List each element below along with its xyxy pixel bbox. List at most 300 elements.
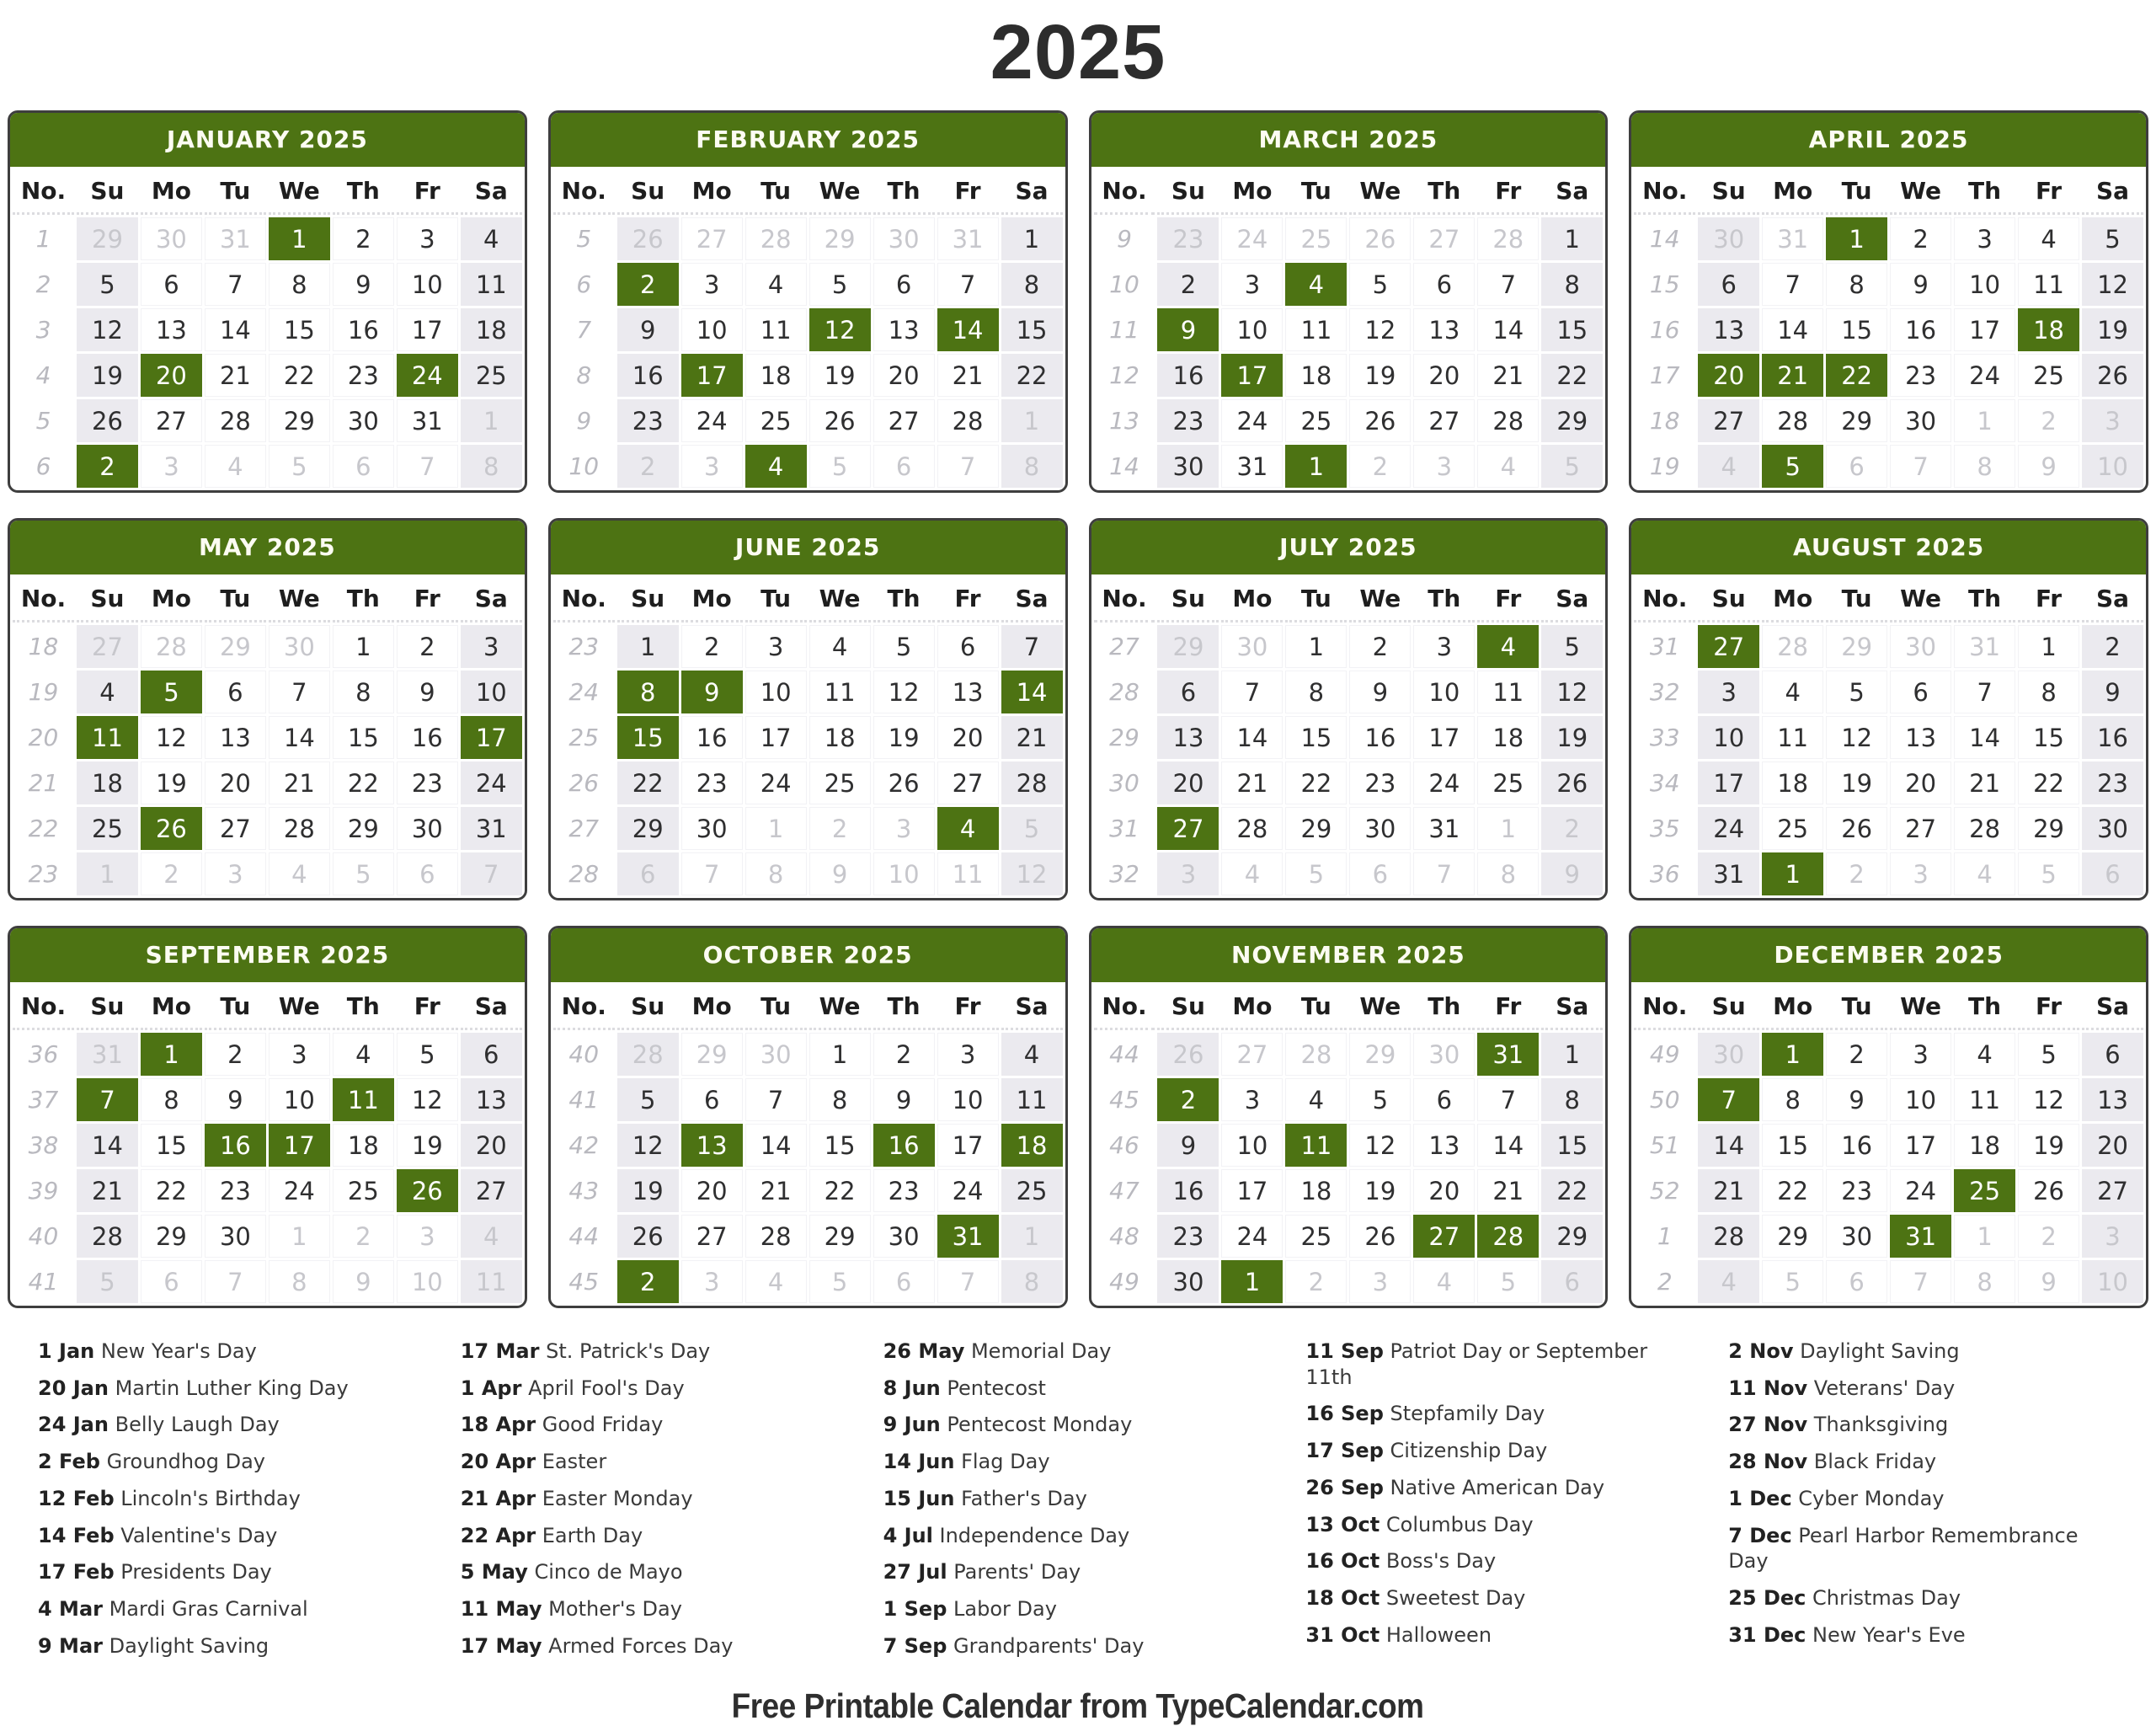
legend-item-date: 26 May	[883, 1339, 965, 1363]
legend-item: 16 Oct Boss's Day	[1305, 1549, 1497, 1574]
weekday-header: Th	[333, 170, 394, 215]
day-cell: 12	[141, 716, 202, 759]
weekday-header: Th	[1413, 578, 1475, 623]
week-row	[1634, 716, 2143, 759]
day-cell: 10	[873, 852, 935, 895]
legend-item-date: 11 May	[460, 1597, 542, 1622]
day-cell: 27	[1413, 399, 1475, 442]
day-cell: 17	[1890, 1124, 1951, 1167]
month-card	[8, 518, 527, 900]
day-cell: 25	[77, 807, 138, 850]
weekday-header: Su	[1698, 170, 1759, 215]
day-cell: 6	[617, 852, 679, 895]
day-cell: 22	[1541, 1169, 1603, 1212]
weekday-header: Tu	[205, 170, 266, 215]
weekday-header: We	[809, 986, 871, 1030]
weekday-header: We	[1349, 578, 1411, 623]
day-cell: 1	[809, 1033, 871, 1076]
holiday-legend	[38, 1339, 2122, 1670]
calendar-grid	[8, 110, 2148, 1308]
day-cell: 3	[2082, 399, 2143, 442]
day-cell: 6	[873, 1260, 935, 1303]
day-cell: 4	[1477, 625, 1539, 668]
weekday-header: No.	[13, 578, 74, 623]
day-cell: 2	[77, 445, 138, 488]
week-row	[553, 761, 1063, 804]
day-cell: 18	[461, 308, 522, 351]
weekday-header: No.	[1634, 170, 1695, 215]
week-row	[13, 263, 522, 306]
day-cell: 7	[937, 1260, 999, 1303]
weekday-header-row	[553, 986, 1063, 1030]
month-table-head	[1634, 578, 2143, 623]
weekday-header: Tu	[1285, 170, 1347, 215]
day-cell: 12	[1541, 671, 1603, 713]
day-cell: 30	[1221, 625, 1283, 668]
week-row	[1094, 399, 1604, 442]
weekday-header: Sa	[461, 578, 522, 623]
legend-item-date: 1 Sep	[883, 1597, 947, 1622]
day-cell: 26	[1349, 1215, 1411, 1258]
day-cell: 13	[1413, 1124, 1475, 1167]
day-cell: 20	[1890, 761, 1951, 804]
day-cell: 21	[205, 354, 266, 397]
day-cell: 21	[1221, 761, 1283, 804]
weekday-header: Mo	[141, 578, 202, 623]
month-table-body	[1094, 217, 1604, 488]
day-cell: 1	[1762, 852, 1823, 895]
weekday-header: Th	[1413, 170, 1475, 215]
week-row	[553, 354, 1063, 397]
week-number: 13	[1109, 407, 1139, 435]
weekday-header: Su	[1157, 578, 1219, 623]
week-row	[1634, 807, 2143, 850]
day-cell: 25	[2018, 354, 2079, 397]
day-cell: 1	[461, 399, 522, 442]
day-cell: 29	[1157, 625, 1219, 668]
legend-item: 1 Dec Cyber Monday	[1728, 1486, 1945, 1510]
weekday-header: Su	[77, 578, 138, 623]
week-row	[1094, 625, 1604, 668]
day-cell: 30	[1826, 1215, 1887, 1258]
month-title: JUNE 2025	[551, 521, 1065, 574]
legend-item-date: 13 Oct	[1305, 1512, 1380, 1536]
week-number: 35	[1649, 815, 1680, 842]
week-row	[13, 625, 522, 668]
day-cell: 11	[745, 308, 807, 351]
day-cell: 11	[809, 671, 871, 713]
week-row	[1634, 1124, 2143, 1167]
weekday-header: Mo	[141, 986, 202, 1030]
day-cell: 10	[2082, 1260, 2143, 1303]
day-cell: 4	[205, 445, 266, 488]
day-cell: 9	[397, 671, 458, 713]
day-cell: 16	[397, 716, 458, 759]
day-cell: 16	[1890, 308, 1951, 351]
week-number: 37	[28, 1086, 59, 1114]
day-cell: 8	[1954, 1260, 2015, 1303]
day-cell: 2	[1285, 1260, 1347, 1303]
day-cell: 14	[1477, 308, 1539, 351]
week-row	[1094, 1215, 1604, 1258]
day-cell: 21	[745, 1169, 807, 1212]
day-cell: 9	[1890, 263, 1951, 306]
day-cell: 15	[141, 1124, 202, 1167]
day-cell: 5	[1477, 1260, 1539, 1303]
month-table-body	[1634, 1033, 2143, 1303]
day-cell: 17	[269, 1124, 330, 1167]
day-cell: 2	[617, 1260, 679, 1303]
day-cell: 17	[745, 716, 807, 759]
day-cell: 28	[1762, 625, 1823, 668]
day-cell: 10	[1954, 263, 2015, 306]
day-cell: 2	[141, 852, 202, 895]
weekday-header-row	[1634, 986, 2143, 1030]
week-row	[1634, 445, 2143, 488]
week-number: 2	[35, 270, 51, 298]
legend-item: 9 Mar Daylight Saving	[38, 1633, 270, 1658]
day-cell: 1	[745, 807, 807, 850]
day-cell: 15	[2018, 716, 2079, 759]
weekday-header: Th	[333, 986, 394, 1030]
month-table-head	[553, 170, 1063, 215]
legend-item-date: 26 Sep	[1305, 1475, 1384, 1499]
week-number: 26	[568, 769, 600, 797]
day-cell: 7	[461, 852, 522, 895]
week-row	[553, 1078, 1063, 1121]
weekday-header: We	[269, 578, 330, 623]
day-cell: 31	[205, 217, 266, 260]
day-cell: 16	[2082, 716, 2143, 759]
day-cell: 12	[77, 308, 138, 351]
day-cell: 3	[1698, 671, 1759, 713]
day-cell: 25	[1001, 1169, 1063, 1212]
month-card	[8, 110, 527, 493]
week-number: 28	[1109, 678, 1139, 706]
week-number: 45	[568, 1268, 600, 1296]
legend-item: 15 Jun Father's Day	[883, 1486, 1087, 1510]
weekday-header: Th	[1954, 170, 2015, 215]
day-cell: 10	[397, 1260, 458, 1303]
weekday-header: No.	[1094, 986, 1155, 1030]
week-number: 52	[1649, 1177, 1680, 1205]
weekday-header: Mo	[1762, 170, 1823, 215]
day-cell: 5	[397, 1033, 458, 1076]
day-cell: 30	[2082, 807, 2143, 850]
week-row	[1634, 761, 2143, 804]
legend-column	[883, 1339, 1278, 1670]
legend-item: 31 Dec New Year's Eve	[1728, 1622, 1966, 1647]
day-cell: 30	[873, 1215, 935, 1258]
weekday-header: Fr	[1477, 578, 1539, 623]
weekday-header: Su	[617, 578, 679, 623]
day-cell: 5	[1001, 807, 1063, 850]
week-number: 45	[1109, 1086, 1139, 1114]
day-cell: 16	[1157, 1169, 1219, 1212]
day-cell: 7	[269, 671, 330, 713]
day-cell: 26	[141, 807, 202, 850]
day-cell: 9	[681, 671, 743, 713]
day-cell: 2	[873, 1033, 935, 1076]
month-card	[1089, 110, 1609, 493]
month-table-head	[1094, 986, 1604, 1030]
day-cell: 3	[681, 1260, 743, 1303]
week-number: 31	[1649, 633, 1680, 660]
page-title: 2025	[990, 9, 1166, 95]
weekday-header: Sa	[1541, 986, 1603, 1030]
week-row	[13, 1260, 522, 1303]
day-cell: 31	[937, 217, 999, 260]
footer	[0, 1686, 2156, 1726]
day-cell: 26	[397, 1169, 458, 1212]
day-cell: 30	[397, 807, 458, 850]
month-table	[551, 575, 1065, 898]
week-row	[553, 1033, 1063, 1076]
day-cell: 20	[141, 354, 202, 397]
month-table	[10, 983, 525, 1306]
day-cell: 18	[745, 354, 807, 397]
day-cell: 6	[1541, 1260, 1603, 1303]
week-row	[1094, 761, 1604, 804]
day-cell: 26	[617, 1215, 679, 1258]
day-cell: 10	[1698, 716, 1759, 759]
day-cell: 8	[461, 445, 522, 488]
legend-item-date: 1 Apr	[460, 1376, 522, 1400]
month-title: JULY 2025	[1091, 521, 1606, 574]
week-row	[553, 716, 1063, 759]
day-cell: 2	[2018, 1215, 2079, 1258]
legend-item-date: 27 Jul	[883, 1560, 947, 1584]
day-cell: 5	[1541, 625, 1603, 668]
day-cell: 18	[1954, 1124, 2015, 1167]
day-cell: 1	[1285, 625, 1347, 668]
day-cell: 3	[397, 1215, 458, 1258]
day-cell: 8	[1954, 445, 2015, 488]
day-cell: 9	[1157, 1124, 1219, 1167]
day-cell: 5	[333, 852, 394, 895]
day-cell: 7	[1001, 625, 1063, 668]
day-cell: 3	[1157, 852, 1219, 895]
week-number: 5	[576, 225, 592, 253]
legend-item-date: 16 Oct	[1305, 1549, 1380, 1574]
day-cell: 6	[205, 671, 266, 713]
legend-item-date: 7 Dec	[1728, 1523, 1792, 1547]
day-cell: 24	[397, 354, 458, 397]
day-cell: 8	[1001, 1260, 1063, 1303]
weekday-header: Mo	[681, 170, 743, 215]
legend-item: 28 Nov Black Friday	[1728, 1450, 1937, 1474]
day-cell: 3	[873, 807, 935, 850]
day-cell: 2	[1826, 1033, 1887, 1076]
week-number: 39	[28, 1177, 59, 1205]
weekday-header: Tu	[1285, 578, 1347, 623]
weekday-header: Tu	[205, 578, 266, 623]
weekday-header-row	[553, 578, 1063, 623]
month-card	[1629, 926, 2148, 1308]
week-row	[13, 354, 522, 397]
week-row	[13, 716, 522, 759]
day-cell: 18	[77, 761, 138, 804]
week-number: 31	[1109, 815, 1139, 842]
day-cell: 20	[873, 354, 935, 397]
week-number: 28	[568, 860, 600, 888]
weekday-header: Th	[333, 578, 394, 623]
month-table	[10, 168, 525, 490]
legend-item-date: 2 Feb	[38, 1450, 100, 1474]
week-row	[1634, 399, 2143, 442]
legend-item: 2 Feb Groundhog Day	[38, 1450, 265, 1474]
week-number: 18	[28, 633, 59, 660]
day-cell: 9	[1157, 308, 1219, 351]
week-number: 44	[568, 1222, 600, 1250]
day-cell: 1	[1954, 1215, 2015, 1258]
month-table-head	[13, 986, 522, 1030]
day-cell: 30	[681, 807, 743, 850]
day-cell: 22	[1762, 1169, 1823, 1212]
day-cell: 29	[1285, 807, 1347, 850]
day-cell: 3	[1890, 852, 1951, 895]
day-cell: 27	[681, 217, 743, 260]
legend-item-date: 9 Mar	[38, 1633, 103, 1658]
week-row	[1094, 1260, 1604, 1303]
weekday-header: Su	[1157, 986, 1219, 1030]
day-cell: 10	[937, 1078, 999, 1121]
legend-item-date: 17 Feb	[38, 1560, 115, 1584]
legend-item-date: 20 Apr	[460, 1450, 536, 1474]
day-cell: 6	[1826, 445, 1887, 488]
week-number: 32	[1649, 678, 1680, 706]
day-cell: 18	[1762, 761, 1823, 804]
day-cell: 28	[617, 1033, 679, 1076]
day-cell: 21	[1762, 354, 1823, 397]
month-table	[1091, 575, 1606, 898]
legend-item: 18 Apr Good Friday	[460, 1413, 664, 1437]
day-cell: 4	[77, 671, 138, 713]
day-cell: 26	[809, 399, 871, 442]
weekday-header: Fr	[1477, 986, 1539, 1030]
day-cell: 8	[141, 1078, 202, 1121]
day-cell: 6	[2082, 1033, 2143, 1076]
day-cell: 30	[333, 399, 394, 442]
day-cell: 14	[77, 1124, 138, 1167]
day-cell: 31	[461, 807, 522, 850]
day-cell: 7	[1954, 671, 2015, 713]
day-cell: 6	[397, 852, 458, 895]
day-cell: 31	[1762, 217, 1823, 260]
week-number: 5	[35, 407, 51, 435]
day-cell: 20	[1157, 761, 1219, 804]
week-row	[13, 399, 522, 442]
day-cell: 11	[333, 1078, 394, 1121]
weekday-header-row	[13, 578, 522, 623]
day-cell: 4	[745, 263, 807, 306]
day-cell: 8	[1477, 852, 1539, 895]
day-cell: 5	[77, 263, 138, 306]
weekday-header: Su	[77, 170, 138, 215]
day-cell: 8	[1541, 1078, 1603, 1121]
day-cell: 30	[1413, 1033, 1475, 1076]
day-cell: 29	[681, 1033, 743, 1076]
legend-item: 27 Nov Thanksgiving	[1728, 1413, 1949, 1437]
day-cell: 31	[1477, 1033, 1539, 1076]
day-cell: 6	[1413, 1078, 1475, 1121]
day-cell: 18	[1285, 354, 1347, 397]
legend-item-date: 1 Dec	[1728, 1486, 1792, 1510]
week-number: 42	[568, 1131, 600, 1159]
day-cell: 20	[681, 1169, 743, 1212]
weekday-header: Th	[1413, 986, 1475, 1030]
day-cell: 2	[2018, 399, 2079, 442]
day-cell: 4	[809, 625, 871, 668]
day-cell: 19	[1349, 354, 1411, 397]
day-cell: 8	[1762, 1078, 1823, 1121]
weekday-header: Th	[873, 986, 935, 1030]
day-cell: 7	[1698, 1078, 1759, 1121]
day-cell: 11	[2018, 263, 2079, 306]
day-cell: 17	[1221, 1169, 1283, 1212]
weekday-header: Fr	[397, 578, 458, 623]
day-cell: 22	[617, 761, 679, 804]
day-cell: 11	[1001, 1078, 1063, 1121]
day-cell: 7	[1413, 852, 1475, 895]
day-cell: 7	[1762, 263, 1823, 306]
day-cell: 15	[1541, 1124, 1603, 1167]
day-cell: 23	[1157, 399, 1219, 442]
week-row	[1094, 354, 1604, 397]
day-cell: 25	[1954, 1169, 2015, 1212]
month-card	[8, 926, 527, 1308]
day-cell: 24	[1221, 217, 1283, 260]
weekday-header: No.	[1094, 170, 1155, 215]
week-number: 46	[1109, 1131, 1139, 1159]
day-cell: 1	[1221, 1260, 1283, 1303]
day-cell: 4	[745, 1260, 807, 1303]
week-number: 40	[28, 1222, 59, 1250]
day-cell: 15	[333, 716, 394, 759]
day-cell: 16	[873, 1124, 935, 1167]
day-cell: 3	[1221, 263, 1283, 306]
month-table-head	[1094, 170, 1604, 215]
day-cell: 20	[1413, 1169, 1475, 1212]
day-cell: 18	[1477, 716, 1539, 759]
weekday-header: Su	[617, 170, 679, 215]
day-cell: 26	[1349, 399, 1411, 442]
week-number: 10	[1109, 270, 1139, 298]
day-cell: 12	[1349, 308, 1411, 351]
day-cell: 31	[1890, 1215, 1951, 1258]
day-cell: 20	[1698, 354, 1759, 397]
legend-item: 25 Dec Christmas Day	[1728, 1586, 1961, 1611]
day-cell: 20	[2082, 1124, 2143, 1167]
weekday-header: No.	[553, 578, 615, 623]
week-row	[1634, 263, 2143, 306]
day-cell: 4	[937, 807, 999, 850]
weekday-header: Sa	[1541, 170, 1603, 215]
day-cell: 23	[397, 761, 458, 804]
legend-item: 9 Jun Pentecost Monday	[883, 1413, 1133, 1437]
month-title: DECEMBER 2025	[1631, 928, 2146, 982]
month-table-body	[1634, 217, 2143, 488]
day-cell: 22	[333, 761, 394, 804]
weekday-header: We	[1890, 170, 1951, 215]
weekday-header: We	[1890, 578, 1951, 623]
day-cell: 8	[1001, 445, 1063, 488]
day-cell: 10	[681, 308, 743, 351]
month-table	[551, 168, 1065, 490]
day-cell: 3	[1413, 445, 1475, 488]
day-cell: 29	[809, 217, 871, 260]
day-cell: 14	[1221, 716, 1283, 759]
